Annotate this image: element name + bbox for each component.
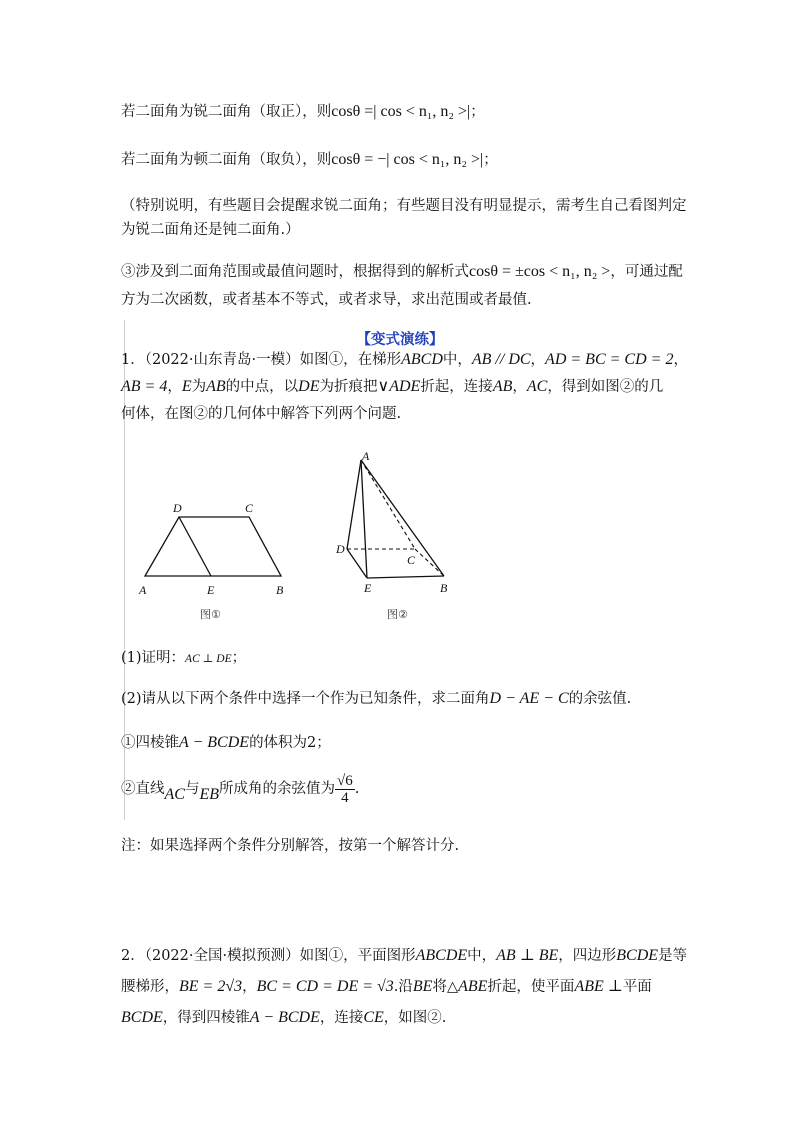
text-line-3a: （特别说明，有些题目会提醒求锐二面角；有些题目没有明显提示，需考生自己看图判定 — [121, 198, 687, 214]
p2-line-2: 腰梯形，BE = 2√3，BC = CD = DE = √3.沿BE将△ABE折起，使平面ABE ⊥平面 — [121, 978, 652, 995]
formula-obtuse: cosθ = −| cos < n₁, n₂ >| — [331, 151, 484, 168]
text-line-4: ③涉及到二面角范围或最值问题时，根据得到的解析式cosθ = ±cos < n₁, n₂ >，可通过配 — [121, 263, 683, 280]
fig2-label-A: A — [362, 449, 370, 463]
fig1-label-C: C — [245, 501, 254, 515]
fig1-label-D: D — [173, 501, 182, 515]
fig1-label-E: E — [207, 583, 215, 597]
text-line-2: 若二面角为顿二面角（取负），则cosθ = −| cos < n₁, n₂ >|； — [121, 151, 498, 168]
p2-line-1: 2．（2022·全国·模拟预测）如图①，平面图形ABCDE中，AB ⊥ BE，四边形BCDE是等 — [121, 947, 688, 964]
figure-1-trapezoid — [145, 517, 281, 576]
fig2-label-B: B — [440, 581, 448, 595]
p1-condition-1: ①四棱锥A − BCDE的体积为2； — [121, 734, 331, 751]
text-line-3b: 为锐二面角还是钝二面角.） — [121, 222, 300, 238]
figure-2-pyramid — [347, 460, 444, 578]
p1-note: 注：如果选择两个条件分别解答，按第一个解答计分. — [121, 838, 460, 854]
formula-acute: cosθ =| cos < n₁, n₂ >| — [331, 103, 471, 120]
p1-line-2: AB = 4，E为AB的中点，以DE为折痕把∨ADE折起，连接AB，AC，得到如图②的几 — [121, 378, 664, 395]
fig2-label-C: C — [407, 553, 416, 567]
figures — [0, 446, 800, 626]
p2-line-3: BCDE，得到四棱锥A − BCDE，连接CE，如图②. — [121, 1009, 447, 1026]
p1-line-3: 何体，在图②的几何体中解答下列两个问题. — [121, 406, 402, 422]
text-line-1: 若二面角为锐二面角（取正），则cosθ =| cos < n₁, n₂ >|； — [121, 103, 485, 120]
fig1-caption: 图① — [200, 608, 221, 621]
fraction-sqrt6-over-4: $\frac{√6}{4}$ — [337, 772, 353, 806]
p1-condition-2: ②直线AC与EB所成角的余弦值为 $\frac{√6}{4}$ . — [121, 772, 360, 806]
text-line-5: 方为二次函数，或者基本不等式，或者求导，求出范围或者最值. — [121, 292, 532, 308]
p1-question-1: (1)证明：AC ⊥ DE； — [121, 650, 247, 666]
formula-range: cosθ = ±cos < n₁, n₂ > — [469, 263, 611, 280]
fig2-label-E: E — [364, 581, 372, 595]
p1-line-1: 1．（2022·山东青岛·一模）如图①，在梯形ABCD中，AB // DC，AD = BC = CD = 2， — [121, 351, 688, 368]
fig1-label-A: A — [139, 583, 147, 597]
fig1-label-B: B — [276, 583, 284, 597]
section-heading: 【变式演练】 — [356, 332, 444, 348]
fig2-label-D: D — [336, 542, 345, 556]
p1-question-2: (2)请从以下两个条件中选择一个作为已知条件，求二面角D − AE − C的余弦值. — [121, 690, 632, 707]
fig2-caption: 图② — [387, 608, 408, 621]
